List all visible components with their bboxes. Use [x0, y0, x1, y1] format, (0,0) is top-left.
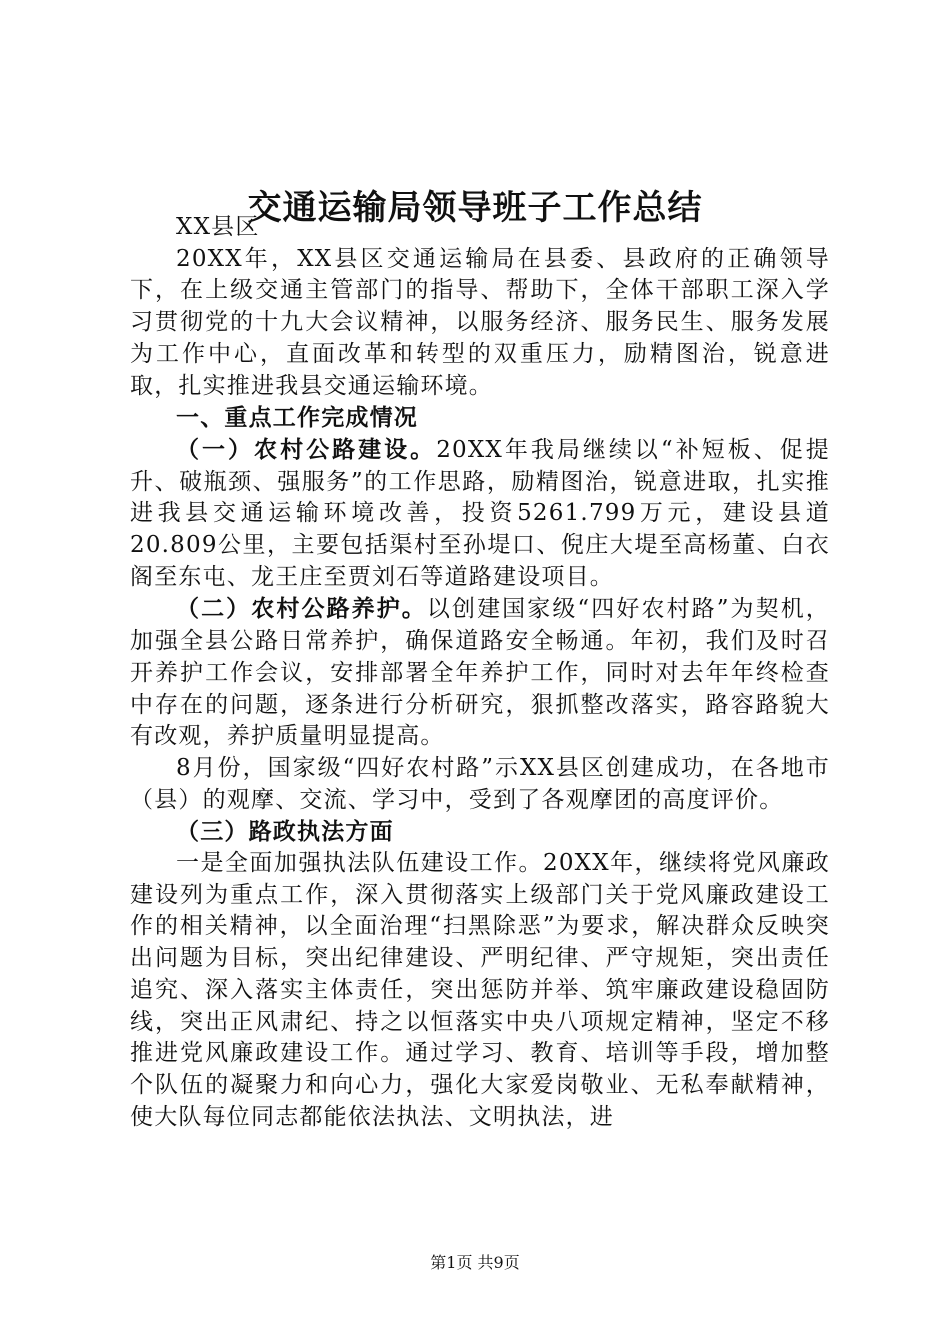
- item-followup-paragraph: 8月份，国家级“四好农村路”示XX县区创建成功，在各地市（县）的观摩、交流、学习中，受到了各观摩团的高度评价。: [130, 754, 830, 813]
- section-heading: 一、重点工作完成情况: [176, 404, 418, 432]
- document-title: 交通运输局领导班子工作总结: [247, 188, 703, 228]
- item-lead-2: （二）农村公路养护。: [176, 595, 427, 623]
- intro-paragraph: 20XX年，XX县区交通运输局在县委、县政府的正确领导下，在上级交通主管部门的指导、帮助下，全体干部职工深入学习贯彻党的十九大会议精神，以服务经济、服务民生、服务发展为工作中心，直面改革和转型的双重压力，励精图治，锐意进取，扎实推进我县交通运输环境。: [130, 245, 830, 399]
- item-paragraph-1: [130, 434, 830, 594]
- item-paragraph-2: [130, 593, 830, 753]
- item-paragraph-3: 一是全面加强执法队伍建设工作。20XX年，继续将党风廉政建设列为重点工作，深入贯彻落实上级部门关于党风廉政建设工作的相关精神，以全面治理“扫黑除恶”为要求，解决群众反映突出问题为目标，突出纪律建设、严明纪律、严守规矩，突出责任追究、深入落实主体责任，突出惩防并举、筑牢廉政建设稳固防线，突出正风肃纪、持之以恒落实中央八项规定精神，坚定不移推进党风廉政建设工作。通过学习、教育、培训等手段，增加整个队伍的凝聚力和向心力，强化大家爱岗敬业、无私奉献精神，使大队每位同志都能依法执法、文明执法，进: [130, 850, 830, 1130]
- item-text-2: 以创建国家级“四好农村路”为契机，加强全县公路日常养护，确保道路安全畅通。年初，我们及时召开养护工作会议，安排部署全年养护工作，同时对去年年终检查中存在的问题，逐条进行分析研究，狠抓整改落实，路容路貌大有改观，养护质量明显提高。: [130, 596, 831, 750]
- document-body: [130, 212, 830, 1133]
- item-lead-1: （一）农村公路建设。: [176, 435, 437, 463]
- item-text-1: 20XX年我局继续以“补短板、促提升、破瓶颈、强服务”的工作思路，励精图治，锐意进取，扎实推进我县交通运输环境改善，投资5261.799万元，建设县道20.809公里，主要包括渠村至孙堤口、倪庄大堤至高杨董、白衣阁至东屯、龙王庄至贾刘石等道路建设项目。: [130, 436, 830, 590]
- page-footer: 第1页 共9页: [430, 1253, 520, 1272]
- item-heading-3: （三）路政执法方面: [176, 818, 394, 846]
- author-line: XX县区: [176, 214, 260, 240]
